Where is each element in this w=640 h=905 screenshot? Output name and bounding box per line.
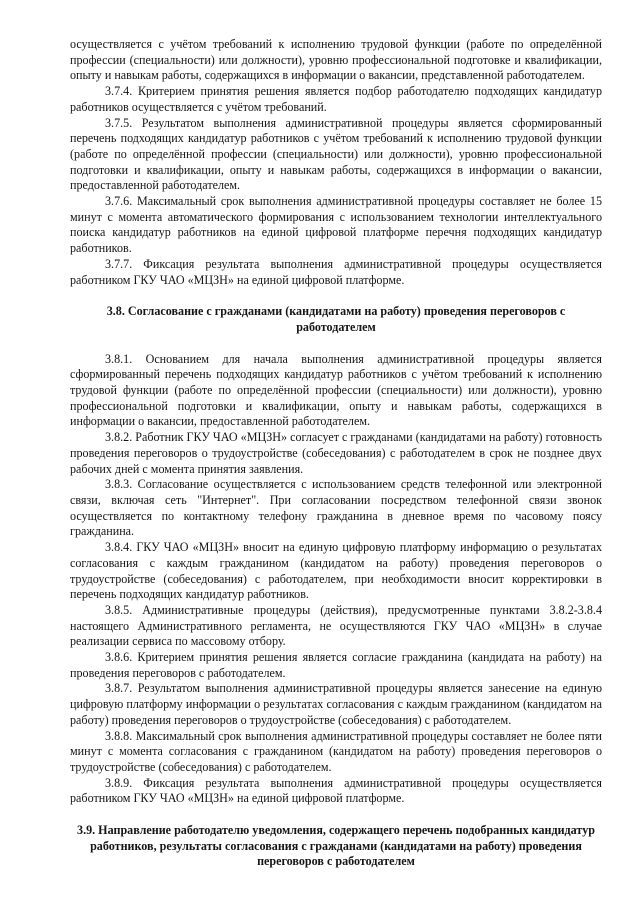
- paragraph-3-7-6: 3.7.6. Максимальный срок выполнения административной процедуры составляет не более 15 минут с момента автоматического формирования с использованием технологии интеллектуального поиска кандидатур работников на единой цифровой платформе перечня подходящих кандидатур работников.: [70, 194, 602, 256]
- spacer: [70, 336, 602, 352]
- spacer: [70, 807, 602, 823]
- section-heading-3-8: 3.8. Согласование с гражданами (кандидатами на работу) проведения переговоров с работодателем: [106, 304, 566, 334]
- paragraph-continuation: осуществляется с учётом требований к исполнению трудовой функции (работе по определённой профессии (специальности) или должности), уровню профессиональной подготовке и квалификации, опыту и навыкам работы, содержащихся в информации о вакансии, представленной работодателем.: [70, 37, 602, 83]
- paragraph-3-8-6: 3.8.6. Критерием принятия решения является согласие гражданина (кандидата на работу) на проведения переговоров с работодателем.: [70, 650, 602, 680]
- paragraph-3-7-4: 3.7.4. Критерием принятия решения является подбор работодателю подходящих кандидатур работников осуществляется с учётом требований.: [70, 84, 602, 114]
- paragraph-3-8-5: 3.8.5. Административные процедуры (действия), предусмотренные пунктами 3.8.2-3.8.4 настоящего Административного регламента, не осуществляются ГКУ ЧАО «МЦЗН» в случае реализации сервиса по массовому отбору.: [70, 602, 602, 649]
- paragraph-3-7-7: 3.7.7. Фиксация результата выполнения административной процедуры осуществляется работником ГКУ ЧАО «МЦЗН» на единой цифровой платформе.: [70, 256, 602, 287]
- paragraph-3-7-5: 3.7.5. Результатом выполнения административной процедуры является сформированный перечень подходящих кандидатур работников с учётом требований к исполнению трудовой функции (работе по определённой профессии (специальности) или должности), уровню профессиональной подготовки и квалификации, опыту и навыкам работы, содержащихся в информации о вакансии, предоставленной работодателем.: [70, 115, 602, 193]
- paragraph-3-8-9: 3.8.9. Фиксация результата выполнения административной процедуры осуществляется работником ГКУ ЧАО «МЦЗН» на единой цифровой платформе.: [70, 775, 602, 806]
- paragraph-3-8-4: 3.8.4. ГКУ ЧАО «МЦЗН» вносит на единую цифровую платформу информацию о результатах согласования с каждым гражданином (кандидатом на работу) проведения переговоров о трудоустройстве (собеседования) с работодателем, при необходимости вносит корректировки в перечень подходящих кандидатур работников.: [70, 540, 602, 602]
- paragraph-3-8-8: 3.8.8. Максимальный срок выполнения административной процедуры составляет не более пяти минут с момента согласования с гражданином (кандидатом на работу) проведения переговоров о трудоустройстве (собеседования) с работодателем.: [70, 728, 602, 774]
- paragraph-3-8-3: 3.8.3. Согласование осуществляется с использованием средств телефонной или электронной связи, включая сеть "Интернет". При согласовании посредством телефонной связи звонок осуществляется по контактному телефону гражданина в дневное время по часовому поясу гражданина.: [70, 477, 602, 539]
- paragraph-3-8-1: 3.8.1. Основанием для начала выполнения административной процедуры является сформированный перечень подходящих кандидатур работников с учётом требований к исполнению трудовой функции (работе по определённой профессии (специальности) или должности), уровню профессиональной подготовки и квалификации, опыту и навыкам работы, содержащихся в информации о вакансии, предоставленной работодателем.: [70, 351, 602, 429]
- paragraph-3-8-7: 3.8.7. Результатом выполнения административной процедуры является занесение на единую цифровую платформу информации о результатах согласования с каждым гражданином (кандидатом на работу) проведения переговоров о трудоустройстве (собеседования) с работодателем.: [70, 681, 602, 727]
- paragraph-3-8-2: 3.8.2. Работник ГКУ ЧАО «МЦЗН» согласует с гражданами (кандидатами на работу) готовность проведения переговоров о трудоустройстве (собеседования) с работодателем в срок не позднее двух рабочих дней с момента принятия заявления.: [70, 430, 602, 476]
- spacer: [70, 288, 602, 304]
- section-heading-3-9: 3.9. Направление работодателю уведомления, содержащего перечень подобранных кандидатур работников, результаты согласования с гражданами (кандидатами на работу) проведения переговоров с работодателем: [77, 823, 595, 869]
